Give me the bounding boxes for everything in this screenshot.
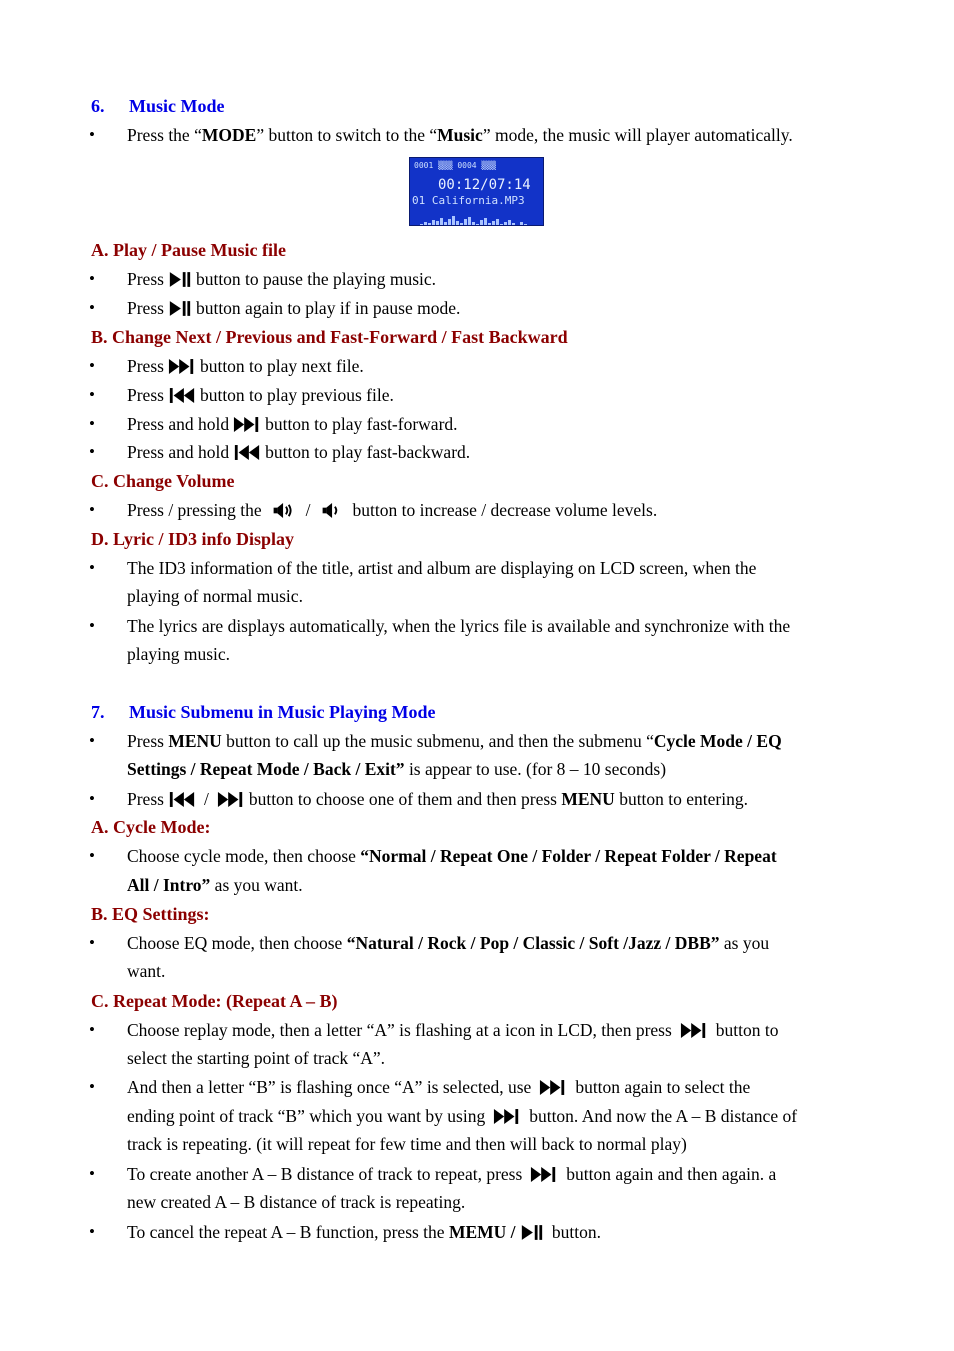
lcd-song-title: 01 California.MP3: [412, 194, 525, 207]
section-6-heading: [91, 95, 224, 117]
previous-icon: [168, 791, 196, 808]
volume-up-icon: [272, 502, 296, 519]
lcd-screen-image: [409, 157, 544, 226]
eq-text-line-2: want.: [127, 961, 166, 981]
lyrics-text-line-2: playing music.: [127, 644, 231, 664]
next-icon: [530, 1166, 558, 1183]
cycle-mode-text-line-1: Choose cycle mode, then choose “Normal / Repeat One / Folder / Repeat Folder / Repeat: [127, 846, 777, 866]
next-icon: [217, 791, 245, 808]
repeat-text-3-line-2: new created A – B distance of track is repeating.: [127, 1192, 466, 1212]
bullet: •: [89, 616, 95, 635]
eq-text-line-1: Choose EQ mode, then choose “Natural / Rock / Pop / Classic / Soft /Jazz / DBB” as you: [127, 933, 770, 953]
lcd-time: 00:12/07:14: [438, 177, 531, 193]
bullet: •: [89, 1020, 95, 1039]
submenu-text-line-1: Press MENU button to call up the music submenu, and then the submenu “Cycle Mode / EQ: [127, 731, 782, 751]
bullet: •: [89, 789, 95, 808]
bullet: •: [89, 731, 95, 750]
bullet: •: [89, 269, 95, 288]
bullet: •: [89, 500, 95, 519]
next-icon: [493, 1108, 521, 1125]
repeat-text-1-line-2: select the starting point of track “A”.: [127, 1048, 386, 1068]
bullet: •: [89, 1077, 95, 1096]
section-7-heading: [91, 701, 436, 723]
subheading-cycle-mode: A. Cycle Mode:: [91, 817, 211, 837]
lcd-equalizer-bars: [420, 208, 538, 222]
subheading-change-volume: C. Change Volume: [91, 471, 235, 491]
bullet: •: [89, 1222, 95, 1241]
music-mode-text: Press the “MODE” button to switch to the “Music” mode, the music will player automatically.: [127, 125, 793, 145]
bullet: •: [89, 933, 95, 952]
fast-backward-text: Press and hold button to play fast-backward.: [127, 442, 471, 462]
bullet: •: [89, 1164, 95, 1183]
repeat-text-2-line-3: track is repeating. (it will repeat for few time and then will back to normal play): [127, 1134, 687, 1154]
subheading-play-pause: A. Play / Pause Music file: [91, 240, 286, 260]
play-pause-text-2: Press button again to play if in pause mode.: [127, 298, 461, 318]
bullet: •: [89, 385, 95, 404]
section-title: Music Mode: [129, 96, 225, 116]
repeat-text-1-line-1: Choose replay mode, then a letter “A” is flashing at a icon in LCD, then press button to: [127, 1020, 779, 1040]
id3-text-line-2: playing of normal music.: [127, 586, 303, 606]
bullet: •: [89, 125, 95, 144]
next-text: Press button to play next file.: [127, 356, 364, 376]
next-icon: [539, 1079, 567, 1096]
next-icon: [680, 1022, 708, 1039]
previous-icon: [168, 387, 196, 404]
play-pause-text-1: Press button to pause the playing music.: [127, 269, 437, 289]
volume-down-icon: [321, 502, 345, 519]
section-number: 7.: [91, 702, 105, 722]
bullet: •: [89, 414, 95, 433]
next-icon: [168, 358, 196, 375]
subheading-next-previous: B. Change Next / Previous and Fast-Forward / Fast Backward: [91, 327, 568, 347]
repeat-text-4: To cancel the repeat A – B function, press the MEMU / button.: [127, 1222, 602, 1242]
previous-text: Press button to play previous file.: [127, 385, 394, 405]
next-icon: [233, 416, 261, 433]
play-pause-icon: [520, 1224, 544, 1241]
subheading-eq-settings: B. EQ Settings:: [91, 904, 210, 924]
repeat-text-3-line-1: To create another A – B distance of track to repeat, press button again and then again. a: [127, 1164, 777, 1184]
repeat-text-2-line-2: ending point of track “B” which you want by using button. And now the A – B distance of: [127, 1106, 798, 1126]
volume-text: Press / pressing the / button to increase / decrease volume levels.: [127, 500, 658, 520]
id3-text-line-1: The ID3 information of the title, artist and album are displaying on LCD screen, when the: [127, 558, 757, 578]
play-pause-icon: [168, 300, 192, 317]
bullet: •: [89, 558, 95, 577]
lcd-status-row: 0001 ▒▒▒ 0004 ▒▒▒: [414, 161, 496, 170]
section-number: 6.: [91, 96, 105, 116]
cycle-mode-text-line-2: All / Intro” as you want.: [127, 875, 303, 895]
bullet: •: [89, 846, 95, 865]
bullet: •: [89, 442, 95, 461]
subheading-lyric-id3: D. Lyric / ID3 info Display: [91, 529, 295, 549]
submenu-navigate-text: Press / button to choose one of them and then press MENU button to entering.: [127, 789, 748, 809]
repeat-text-2-line-1: And then a letter “B” is flashing once “A” is selected, use button again to select the: [127, 1077, 751, 1097]
submenu-text-line-2: Settings / Repeat Mode / Back / Exit” is appear to use. (for 8 – 10 seconds): [127, 759, 667, 779]
lyrics-text-line-1: The lyrics are displays automatically, when the lyrics file is available and synchronize with the: [127, 616, 791, 636]
bullet: •: [89, 298, 95, 317]
subheading-repeat-mode: C. Repeat Mode: (Repeat A – B): [91, 991, 338, 1011]
previous-icon: [233, 444, 261, 461]
play-pause-icon: [168, 271, 192, 288]
fast-forward-text: Press and hold button to play fast-forward.: [127, 414, 458, 434]
section-title: Music Submenu in Music Playing Mode: [129, 702, 436, 722]
bullet: •: [89, 356, 95, 375]
